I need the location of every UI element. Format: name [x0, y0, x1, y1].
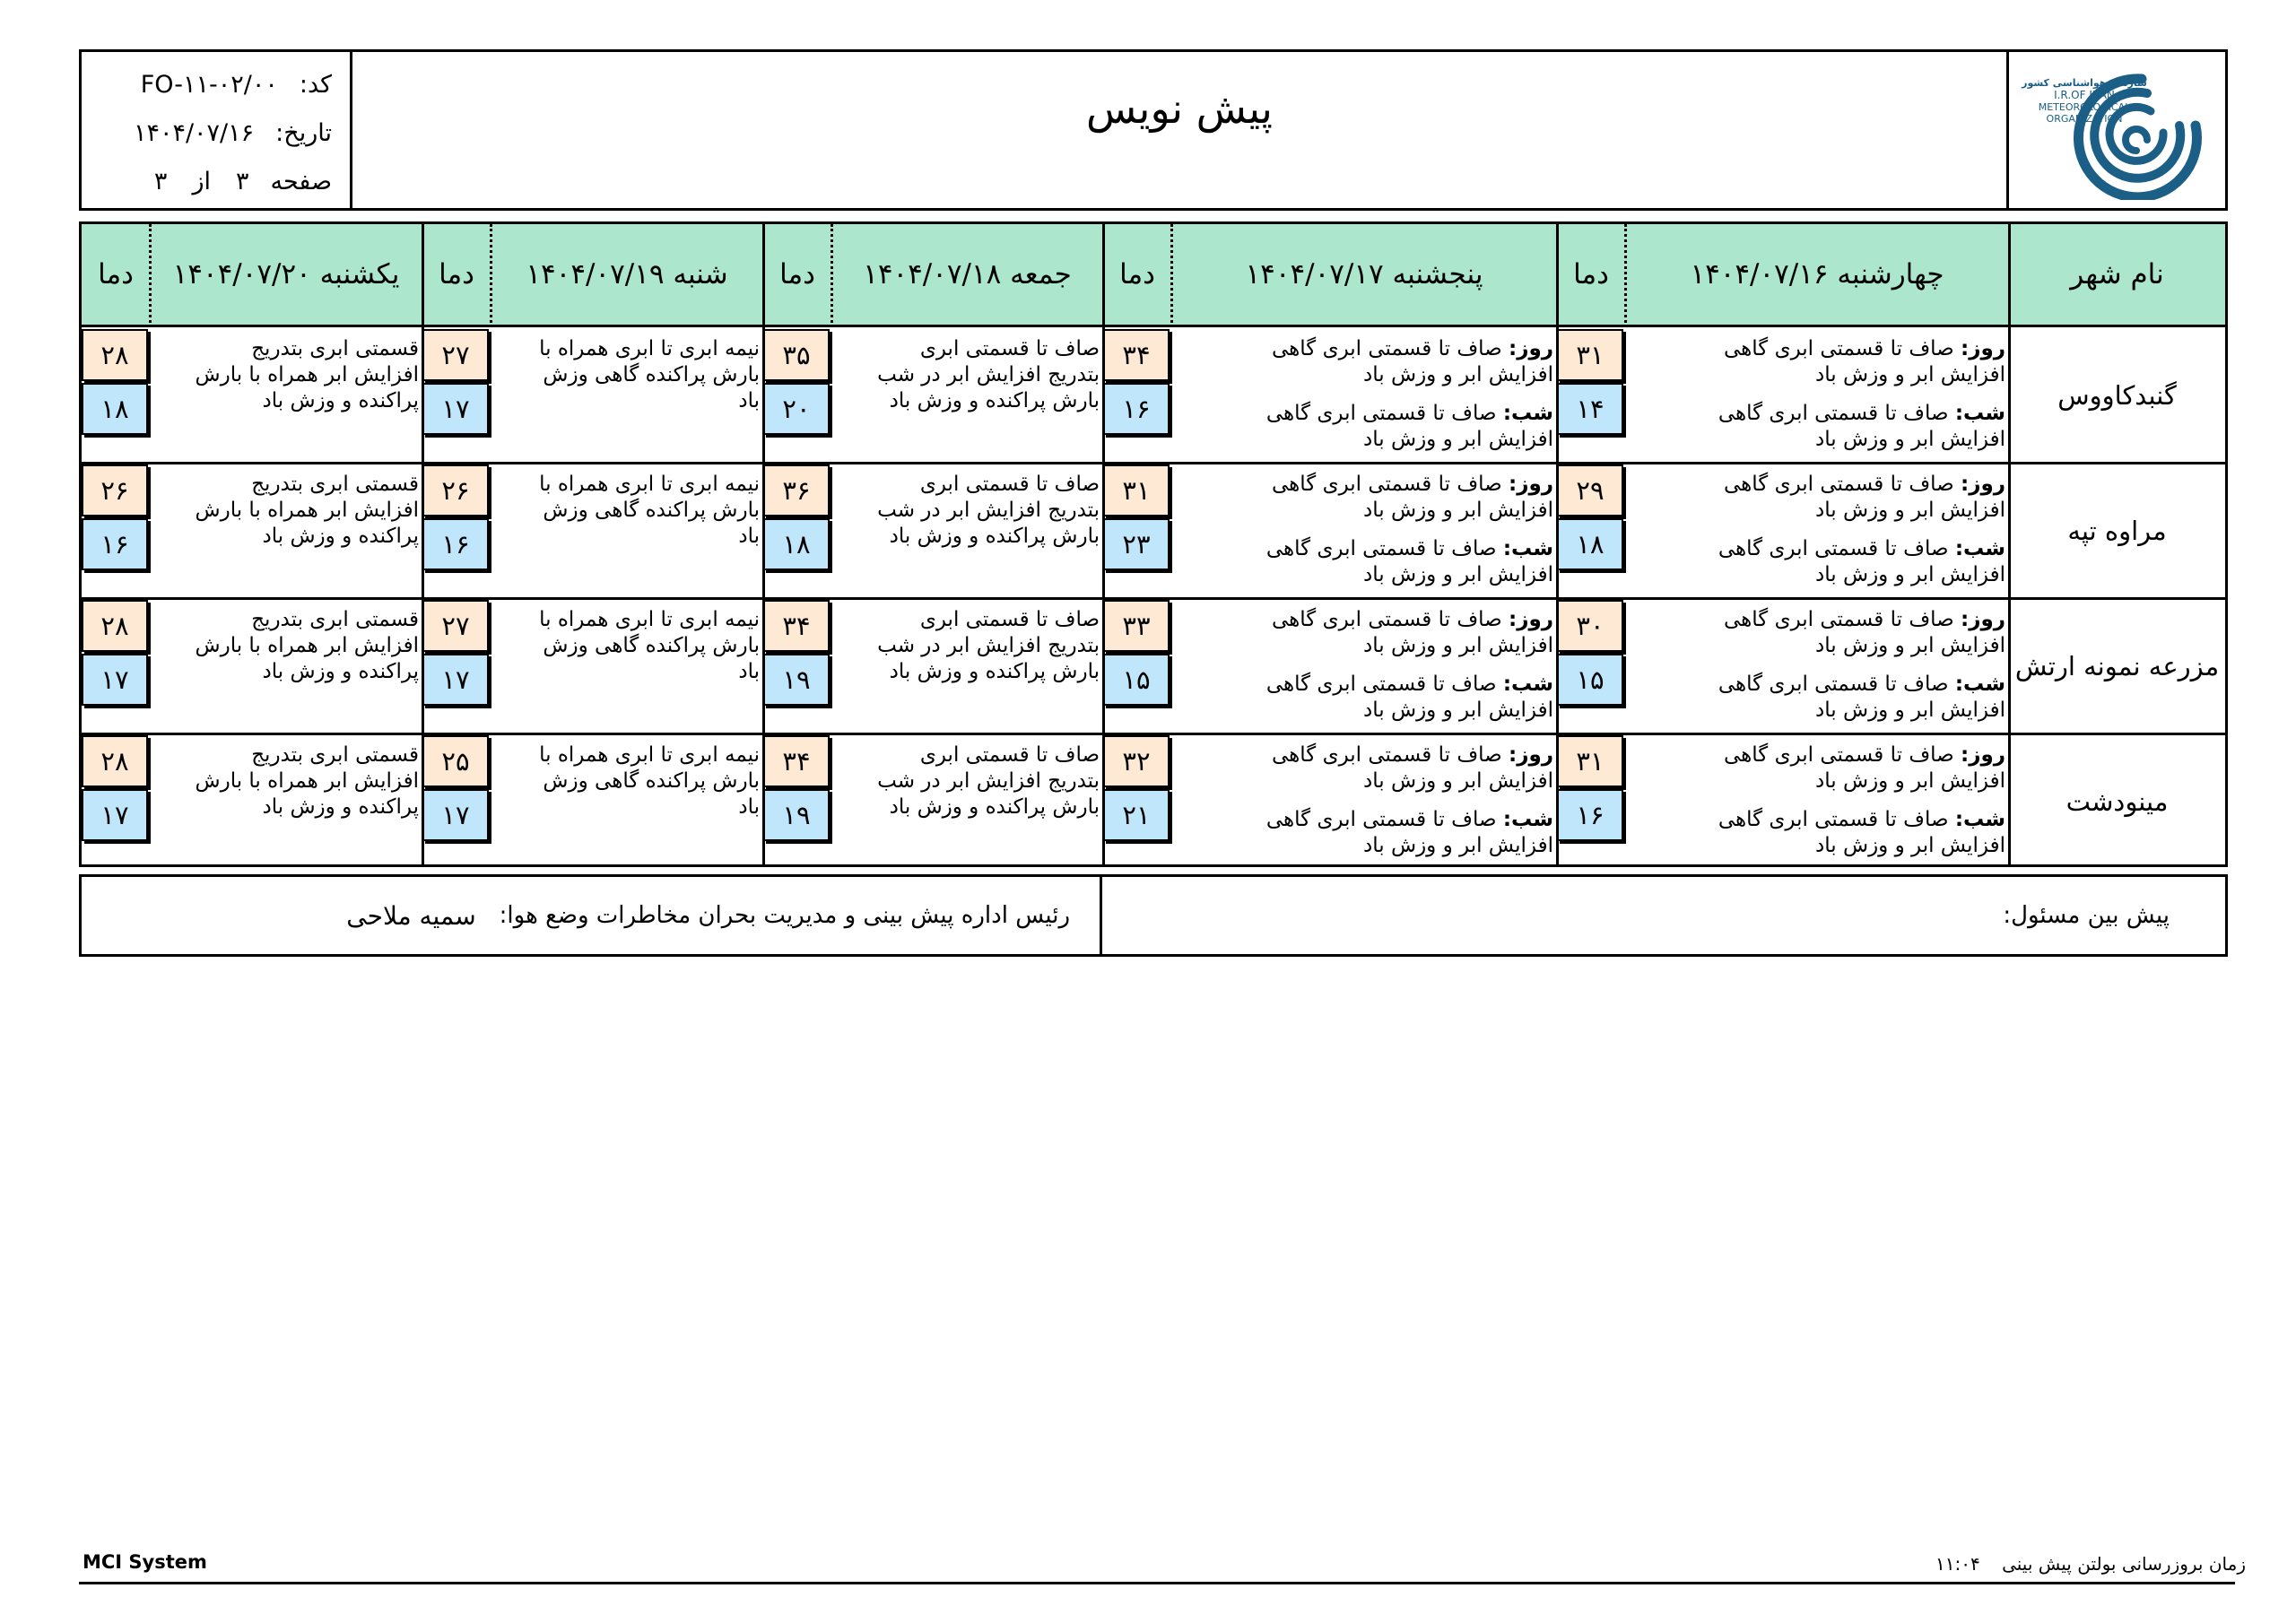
- forecast-line: صاف تا قسمتی ابری: [919, 473, 1100, 496]
- bulletin-header: [79, 49, 2228, 211]
- day-forecast-line: افزایش ابر و وزش باد: [1815, 769, 2005, 793]
- forecast-line: بارش پراکنده گاهی وزش: [543, 634, 760, 657]
- night-label: شب:: [1502, 673, 1553, 696]
- forecast-line: صاف تا قسمتی ابری: [919, 608, 1100, 631]
- forecast-line: افزایش ابر همراه با بارش: [195, 499, 419, 522]
- min-temperature: ۱۹: [763, 654, 830, 706]
- forecast-description: [1718, 607, 2005, 724]
- max-temperature: ۳۱: [1557, 329, 1623, 381]
- footer-system-name: MCI System: [83, 1551, 207, 1573]
- forecast-line: صاف تا قسمتی ابری: [919, 337, 1100, 360]
- day-forecast: [1718, 607, 2005, 659]
- forecast-line: افزایش ابر همراه با بارش: [195, 634, 419, 657]
- forecast-line: قسمتی ابری بتدریج: [251, 743, 419, 767]
- night-forecast-line: افزایش ابر و وزش باد: [1815, 428, 2005, 451]
- night-label: شب:: [1502, 537, 1553, 560]
- forecast-description: [1266, 742, 1553, 859]
- night-forecast-line: صاف تا قسمتی ابری گاهی: [1718, 673, 1949, 696]
- day-label: روز:: [1509, 608, 1553, 631]
- max-temperature: ۳۱: [1557, 735, 1623, 787]
- day-forecast: [1266, 607, 1553, 659]
- day-forecast-line: افزایش ابر و وزش باد: [1815, 499, 2005, 522]
- day-forecast-line: افزایش ابر و وزش باد: [1363, 499, 1553, 522]
- night-forecast: [1266, 401, 1553, 453]
- forecast-description: [539, 472, 760, 550]
- min-temperature: ۲۱: [1103, 789, 1170, 841]
- min-temperature: ۱۷: [82, 789, 148, 841]
- night-forecast-line: افزایش ابر و وزش باد: [1363, 699, 1553, 722]
- page-title: پیش نویس: [1086, 84, 1273, 133]
- min-temperature: ۲۰: [763, 383, 830, 435]
- max-temperature: ۳۲: [1103, 735, 1170, 787]
- min-temperature: ۱۷: [82, 654, 148, 706]
- forecast-line: قسمتی ابری بتدریج: [251, 337, 419, 360]
- forecast-table: [79, 221, 2228, 867]
- day-forecast: [1718, 336, 2005, 388]
- forecast-line: نیمه ابری تا ابری همراه با: [539, 608, 760, 631]
- night-forecast-line: صاف تا قسمتی ابری گاهی: [1718, 402, 1949, 425]
- forecast-line: نیمه ابری تا ابری همراه با: [539, 337, 760, 360]
- forecast-line: بارش پراکنده و وزش باد: [889, 389, 1100, 412]
- day-label: روز:: [1509, 473, 1553, 496]
- max-temperature: ۳۴: [763, 735, 830, 787]
- min-temperature: ۱۶: [82, 518, 148, 570]
- max-temperature: ۲۸: [82, 735, 148, 787]
- head-of-office-label: رئیس اداره پیش بینی و مدیریت بحران مخاطرات وضع هوا:: [499, 902, 1070, 929]
- forecast-description: [877, 472, 1100, 550]
- temperature-column-header: دما: [1119, 258, 1155, 291]
- forecast-description: [877, 336, 1100, 414]
- forecast-line: نیمه ابری تا ابری همراه با: [539, 473, 760, 496]
- day-forecast-line: صاف تا قسمتی ابری گاهی: [1724, 608, 1954, 631]
- forecast-line: باد: [738, 525, 760, 548]
- page-number: [154, 163, 332, 199]
- temperature-column-header: دما: [439, 258, 474, 291]
- signature-box: [79, 874, 2228, 957]
- document-code: [141, 66, 332, 102]
- min-temperature: ۱۷: [422, 789, 489, 841]
- page-total: ۳: [153, 167, 168, 195]
- day-label: روز:: [1961, 337, 2005, 360]
- max-temperature: ۳۰: [1557, 600, 1623, 652]
- forecast-line: باد: [738, 389, 760, 412]
- day-column-header: جمعه ۱۴۰۴/۰۷/۱۸: [863, 258, 1072, 291]
- max-temperature: ۳۶: [763, 464, 830, 516]
- night-label: شب:: [1502, 808, 1553, 831]
- forecast-line: بارش پراکنده و وزش باد: [889, 525, 1100, 548]
- irimo-logo-icon: [2016, 61, 2219, 200]
- night-forecast: [1718, 672, 2005, 724]
- day-forecast-line: صاف تا قسمتی ابری گاهی: [1272, 743, 1502, 767]
- forecast-description: [196, 472, 419, 550]
- night-forecast: [1266, 807, 1553, 859]
- forecast-line: بارش پراکنده گاهی وزش: [543, 363, 760, 386]
- night-forecast-line: صاف تا قسمتی ابری گاهی: [1265, 537, 1497, 560]
- forecast-description: [1718, 742, 2005, 859]
- forecast-line: بارش پراکنده و وزش باد: [889, 660, 1100, 683]
- forecast-line: بارش پراکنده و وزش باد: [889, 795, 1100, 819]
- min-temperature: ۱۸: [1557, 518, 1623, 570]
- night-forecast-line: افزایش ابر و وزش باد: [1363, 834, 1553, 857]
- min-temperature: ۱۷: [422, 383, 489, 435]
- night-forecast-line: افزایش ابر و وزش باد: [1815, 699, 2005, 722]
- max-temperature: ۳۴: [1103, 329, 1170, 381]
- min-temperature: ۱۶: [422, 518, 489, 570]
- min-temperature: ۱۴: [1557, 383, 1623, 435]
- forecast-line: افزایش ابر همراه با بارش: [195, 769, 419, 793]
- max-temperature: ۳۱: [1103, 464, 1170, 516]
- city-name: گنبدکاووس: [2057, 379, 2177, 411]
- forecast-line: باد: [738, 660, 760, 683]
- day-forecast-line: افزایش ابر و وزش باد: [1815, 363, 2005, 386]
- forecast-line: پراکنده و وزش باد: [262, 525, 419, 548]
- day-label: روز:: [1961, 473, 2005, 496]
- night-forecast-line: صاف تا قسمتی ابری گاهی: [1265, 673, 1497, 696]
- update-label: زمان بروزرسانی بولتن پیش بینی: [2002, 1553, 2246, 1575]
- document-meta: [82, 52, 352, 208]
- temperature-column-header: دما: [1573, 258, 1609, 291]
- min-temperature: ۲۳: [1103, 518, 1170, 570]
- head-of-office-name: سمیه ملاحی: [346, 900, 476, 931]
- day-forecast-line: صاف تا قسمتی ابری گاهی: [1724, 473, 1954, 496]
- forecast-line: افزایش ابر همراه با بارش: [195, 363, 419, 386]
- forecaster-label: پیش بین مسئول:: [2003, 902, 2170, 929]
- max-temperature: ۲۸: [82, 600, 148, 652]
- night-label: شب:: [1502, 402, 1553, 425]
- max-temperature: ۲۶: [82, 464, 148, 516]
- footer-rule: [79, 1582, 2235, 1584]
- forecast-description: [1266, 607, 1553, 724]
- night-forecast-line: صاف تا قسمتی ابری گاهی: [1265, 402, 1497, 425]
- forecast-line: پراکنده و وزش باد: [262, 795, 419, 819]
- city-column-header: نام شهر: [2070, 258, 2164, 291]
- page-of-label: از: [192, 167, 211, 195]
- day-forecast: [1718, 472, 2005, 524]
- night-forecast-line: افزایش ابر و وزش باد: [1363, 563, 1553, 586]
- day-forecast-line: صاف تا قسمتی ابری گاهی: [1272, 473, 1502, 496]
- day-forecast: [1266, 742, 1553, 794]
- date-value: ۱۴۰۴/۰۷/۱۶: [133, 118, 255, 147]
- forecast-description: [1266, 336, 1553, 453]
- forecast-line: نیمه ابری تا ابری همراه با: [539, 743, 760, 767]
- day-column-header: شنبه ۱۴۰۴/۰۷/۱۹: [526, 258, 728, 291]
- forecast-description: [196, 742, 419, 820]
- max-temperature: ۲۷: [422, 600, 489, 652]
- night-label: شب:: [1954, 402, 2005, 425]
- max-temperature: ۳۳: [1103, 600, 1170, 652]
- footer-update-time: [1935, 1553, 2246, 1575]
- forecast-line: پراکنده و وزش باد: [262, 660, 419, 683]
- day-forecast: [1266, 336, 1553, 388]
- forecast-line: بارش پراکنده گاهی وزش: [543, 769, 760, 793]
- day-label: روز:: [1961, 608, 2005, 631]
- head-of-office-signature: [346, 877, 1070, 954]
- forecast-line: پراکنده و وزش باد: [262, 389, 419, 412]
- forecast-description: [196, 336, 419, 414]
- max-temperature: ۲۷: [422, 329, 489, 381]
- day-forecast-line: افزایش ابر و وزش باد: [1363, 769, 1553, 793]
- day-forecast-line: افزایش ابر و وزش باد: [1363, 363, 1553, 386]
- max-temperature: ۳۵: [763, 329, 830, 381]
- min-temperature: ۱۹: [763, 789, 830, 841]
- forecast-description: [539, 607, 760, 685]
- night-label: شب:: [1954, 673, 2005, 696]
- responsible-forecaster: [2003, 877, 2170, 954]
- min-temperature: ۱۵: [1103, 654, 1170, 706]
- page-label: صفحه: [270, 167, 332, 195]
- city-name: مینودشت: [2066, 785, 2169, 817]
- day-label: روز:: [1509, 337, 1553, 360]
- day-column-header: یکشنبه ۱۴۰۴/۰۷/۲۰: [172, 258, 400, 291]
- night-forecast: [1718, 536, 2005, 588]
- forecast-line: بارش پراکنده گاهی وزش: [543, 499, 760, 522]
- forecast-line: قسمتی ابری بتدریج: [251, 608, 419, 631]
- night-forecast-line: افزایش ابر و وزش باد: [1815, 563, 2005, 586]
- day-column-header: چهارشنبه ۱۴۰۴/۰۷/۱۶: [1690, 258, 1944, 291]
- forecast-line: قسمتی ابری بتدریج: [251, 473, 419, 496]
- night-forecast-line: افزایش ابر و وزش باد: [1363, 428, 1553, 451]
- max-temperature: ۲۶: [422, 464, 489, 516]
- forecast-description: [196, 607, 419, 685]
- temperature-column-header: دما: [98, 258, 134, 291]
- day-forecast-line: صاف تا قسمتی ابری گاهی: [1272, 337, 1502, 360]
- night-forecast: [1266, 536, 1553, 588]
- night-forecast-line: صاف تا قسمتی ابری گاهی: [1265, 808, 1497, 831]
- city-name: مراوه تپه: [2067, 515, 2167, 546]
- forecast-description: [877, 742, 1100, 820]
- night-forecast-line: صاف تا قسمتی ابری گاهی: [1718, 808, 1949, 831]
- max-temperature: ۲۵: [422, 735, 489, 787]
- night-forecast: [1718, 401, 2005, 453]
- svg-text:ORGANIZATION: ORGANIZATION: [2046, 113, 2123, 125]
- night-label: شب:: [1954, 537, 2005, 560]
- min-temperature: ۱۸: [763, 518, 830, 570]
- night-forecast-line: صاف تا قسمتی ابری گاهی: [1718, 537, 1949, 560]
- code-value: FO-۱۱-۰۲/۰۰: [140, 70, 278, 99]
- svg-text:سازمان هواشناسی کشور: سازمان هواشناسی کشور: [2022, 77, 2147, 89]
- forecast-description: [1266, 472, 1553, 588]
- night-forecast: [1266, 672, 1553, 724]
- date-label: تاریخ:: [275, 118, 332, 147]
- city-name: مزرعه نمونه ارتش: [2014, 650, 2220, 681]
- day-column-header: پنجشنبه ۱۴۰۴/۰۷/۱۷: [1245, 258, 1483, 291]
- forecast-description: [877, 607, 1100, 685]
- night-forecast: [1718, 807, 2005, 859]
- night-label: شب:: [1954, 808, 2005, 831]
- code-label: کد:: [299, 70, 332, 99]
- svg-text:I.R.OF IRAN: I.R.OF IRAN: [2054, 89, 2115, 101]
- min-temperature: ۱۷: [422, 654, 489, 706]
- forecast-line: باد: [738, 795, 760, 819]
- min-temperature: ۱۶: [1557, 789, 1623, 841]
- day-label: روز:: [1509, 743, 1553, 767]
- min-temperature: ۱۸: [82, 383, 148, 435]
- max-temperature: ۲۹: [1557, 464, 1623, 516]
- document-date: [134, 115, 332, 151]
- forecast-description: [539, 742, 760, 820]
- organization-logo: [2006, 52, 2225, 208]
- forecast-line: بتدریج افزایش ابر در شب: [877, 634, 1100, 657]
- day-label: روز:: [1961, 743, 2005, 767]
- page-current: ۳: [235, 167, 249, 195]
- temperature-column-header: دما: [779, 258, 815, 291]
- min-temperature: ۱۶: [1103, 383, 1170, 435]
- signature-divider: [1100, 877, 1102, 954]
- forecast-description: [1718, 336, 2005, 453]
- day-forecast-line: صاف تا قسمتی ابری گاهی: [1724, 743, 1954, 767]
- day-forecast-line: افزایش ابر و وزش باد: [1363, 634, 1553, 657]
- forecast-line: بتدریج افزایش ابر در شب: [877, 363, 1100, 386]
- forecast-description: [1718, 472, 2005, 588]
- day-forecast-line: صاف تا قسمتی ابری گاهی: [1272, 608, 1502, 631]
- update-time: ۱۱:۰۴: [1935, 1553, 1980, 1575]
- forecast-description: [539, 336, 760, 414]
- svg-text:METEOROLOGICAL: METEOROLOGICAL: [2038, 101, 2131, 113]
- day-forecast: [1718, 742, 2005, 794]
- day-forecast: [1266, 472, 1553, 524]
- max-temperature: ۳۴: [763, 600, 830, 652]
- forecast-line: صاف تا قسمتی ابری: [919, 743, 1100, 767]
- day-forecast-line: صاف تا قسمتی ابری گاهی: [1724, 337, 1954, 360]
- min-temperature: ۱۵: [1557, 654, 1623, 706]
- night-forecast-line: افزایش ابر و وزش باد: [1815, 834, 2005, 857]
- day-forecast-line: افزایش ابر و وزش باد: [1815, 634, 2005, 657]
- forecast-line: بتدریج افزایش ابر در شب: [877, 499, 1100, 522]
- forecast-line: بتدریج افزایش ابر در شب: [877, 769, 1100, 793]
- max-temperature: ۲۸: [82, 329, 148, 381]
